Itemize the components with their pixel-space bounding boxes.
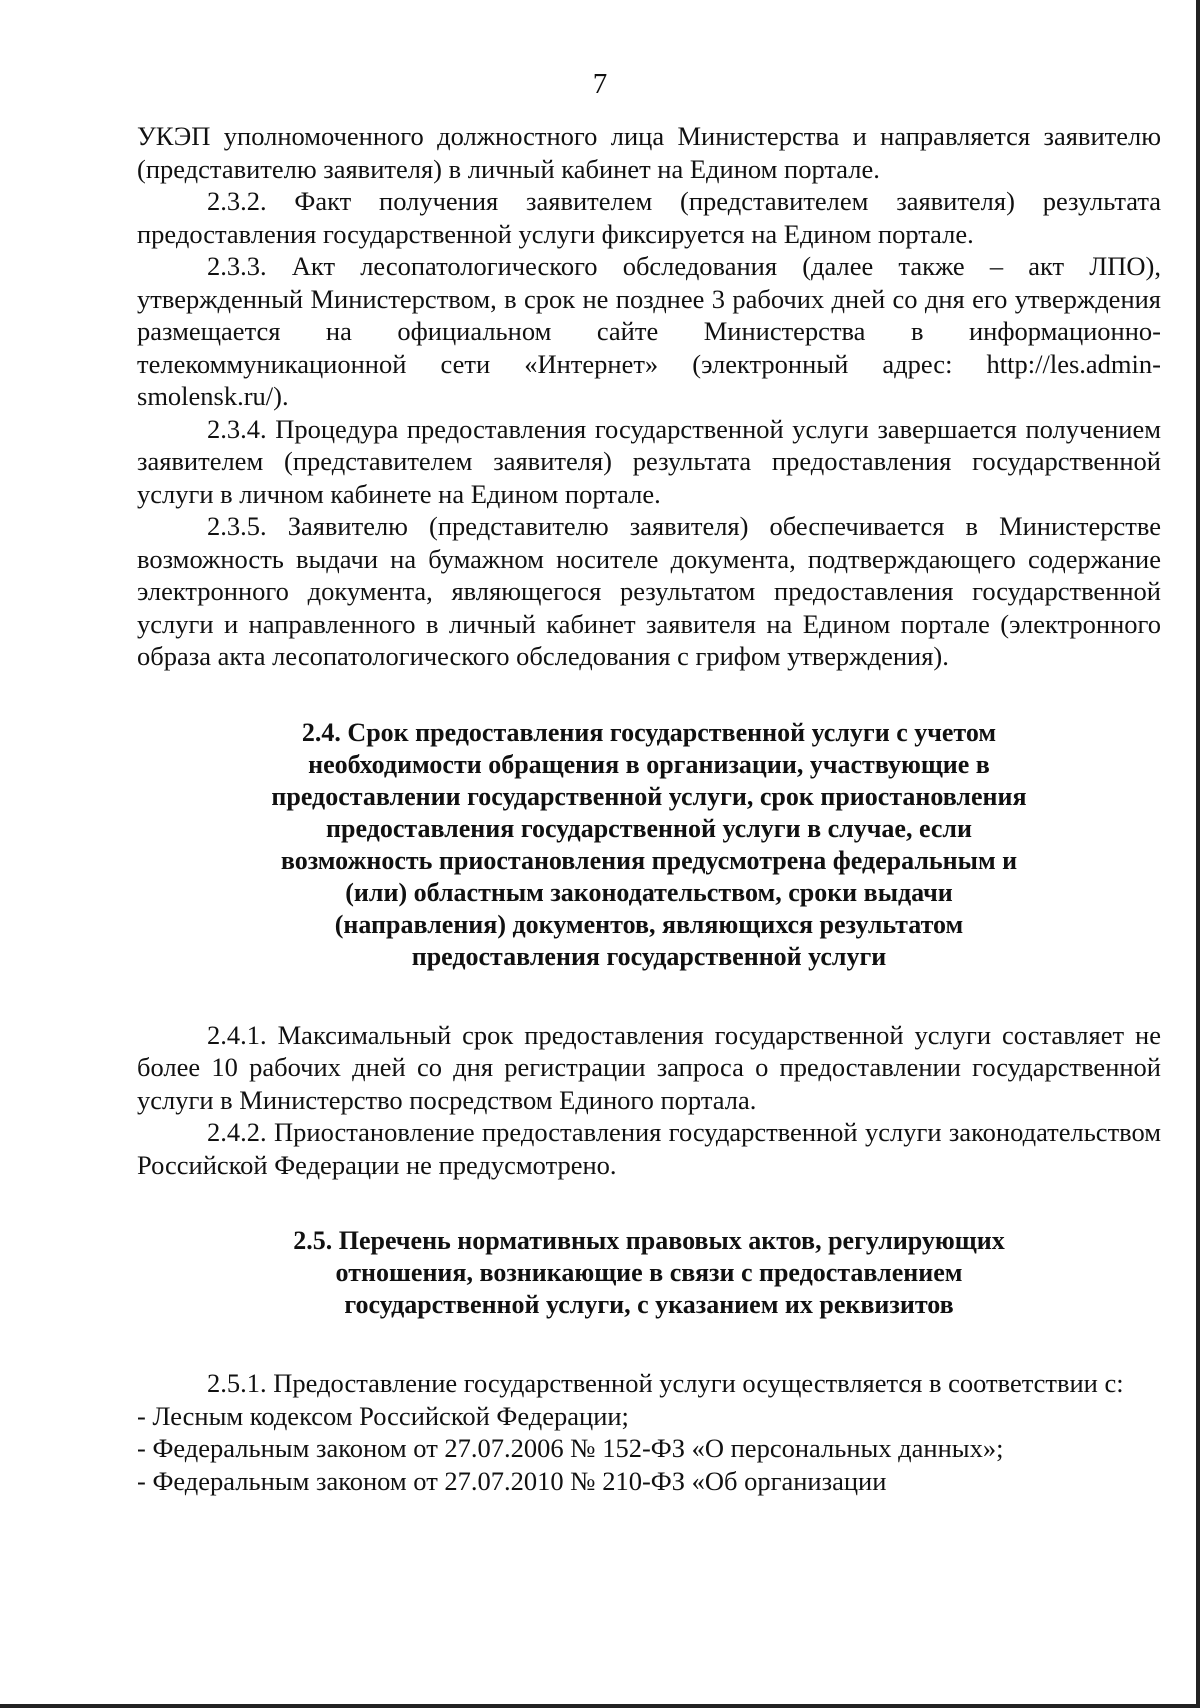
paragraph-2-3-2: 2.3.2. Факт получения заявителем (представителем заявителя) результата предоставления государственной услуги фиксируется на Едином портале.: [137, 186, 1161, 249]
paragraph-2-5-1: 2.5.1. Предоставление государственной услуги осуществляется в соответствии с:: [207, 1368, 1124, 1398]
paragraph-2-3-3: 2.3.3. Акт лесопатологического обследования (далее также – акт ЛПО), утвержденный Министерством, в срок не позднее 3 рабочих дней со дня его утверждения размещается на официальном сайте Министерства в информационно-телекоммуникационной сети «Интернет» (электронный адрес: http://les.admin-smolensk.ru/).: [137, 251, 1161, 411]
list-item: - Федеральным законом от 27.07.2010 № 210-ФЗ «Об организации: [137, 1465, 887, 1496]
paragraph-2-3-5: 2.3.5. Заявителю (представителю заявителя) обеспечивается в Министерстве возможность выдачи на бумажном носителе документа, подтверждающего содержание электронного документа, являющегося результатом предоставления государственной услуги и направленного в личный кабинет заявителя на Едином портале (электронного образа акта лесопатологического обследования с грифом утверждения).: [137, 511, 1161, 671]
paragraph-continuation: УКЭП уполномоченного должностного лица Министерства и направляется заявителю (представителю заявителя) в личный кабинет на Едином портале.: [137, 121, 1161, 184]
paragraph-2-4-2: 2.4.2. Приостановление предоставления государственной услуги законодательством Российской Федерации не предусмотрено.: [137, 1117, 1161, 1180]
section-heading-2-5: 2.5. Перечень нормативных правовых актов, регулирующих отношения, возникающие в связи с предоставлением государственной услуги, с указанием их реквизитов: [293, 1226, 1005, 1319]
document-body: [137, 120, 1161, 1497]
list-item: - Федеральным законом от 27.07.2006 № 152-ФЗ «О персональных данных»;: [137, 1433, 1004, 1463]
page-number: 7: [592, 68, 608, 100]
paragraph-2-4-1: 2.4.1. Максимальный срок предоставления государственной услуги составляет не более 10 рабочих дней со дня регистрации запроса о предоставлении государственной услуги в Министерство посредством Единого портала.: [137, 1019, 1161, 1115]
scan-edge-bottom: [0, 1704, 1200, 1708]
section-heading-2-4: 2.4. Срок предоставления государственной услуги с учетом необходимости обращения в организации, участвующие в предоставлении государственной услуги, срок приостановления предоставления государственной услуги в случае, если возможность приостановления предусмотрена федеральным и (или) областным законодательством, сроки выдачи (направления) документов, являющихся результатом предоставления государственной услуги: [271, 717, 1027, 971]
list-item: - Лесным кодексом Российской Федерации;: [137, 1400, 629, 1431]
scan-edge-right: [1196, 0, 1200, 1708]
paragraph-2-3-4: 2.3.4. Процедура предоставления государственной услуги завершается получением заявителем (представителем заявителя) результата предоставления государственной услуги в личном кабинете на Едином портале.: [137, 413, 1161, 509]
